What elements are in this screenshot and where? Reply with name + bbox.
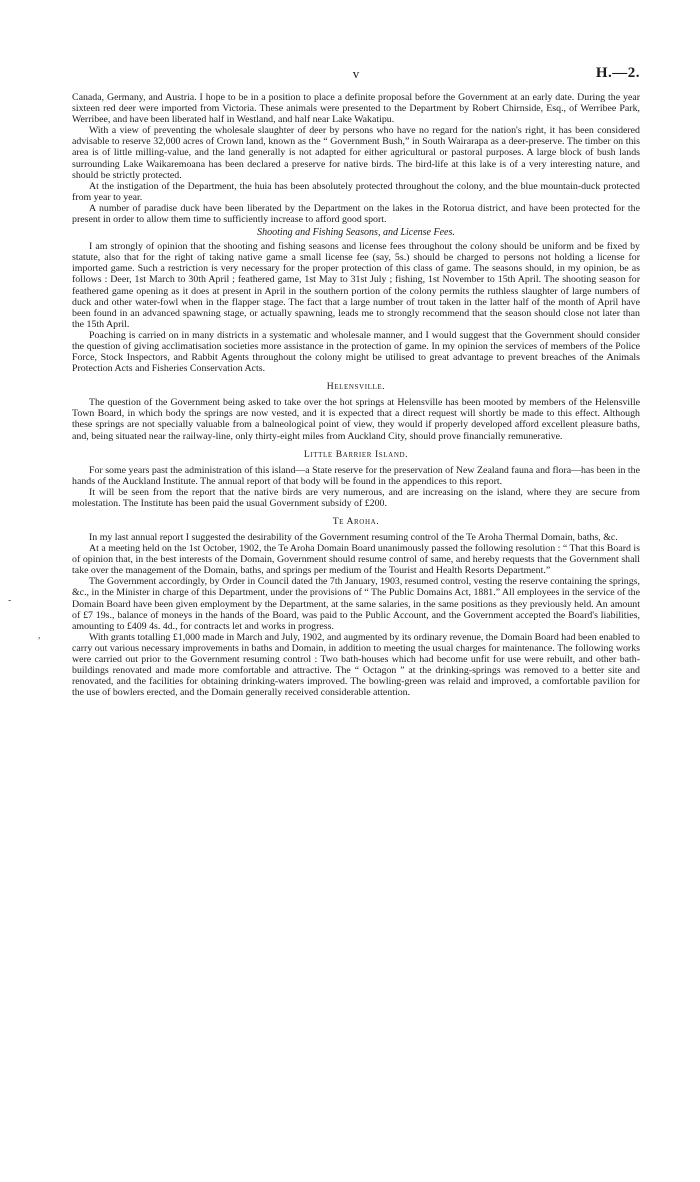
page-number: v (352, 66, 360, 81)
subheading-shooting-fishing: Shooting and Fishing Seasons, and License Fees. (257, 227, 455, 239)
paragraph: The Government accordingly, by Order in Council dated the 7th January, 1903, resumed control, vesting the reserve containing the springs, &c., in the Minister in charge of this Department, under the provisions of “ The Public Domains Act, 1881.” All employees in the service of the Domain Board have been given employment by the Department, at the same salaries, in the same positions as they previously held. An amount of £7 19s., balance of moneys in the hands of the Board, was paid to the Public Account, and the Government accepted the Board's liabilities, amounting to £409 4s. 4d., for contracts let and works in progress. (72, 576, 640, 632)
page-header (72, 66, 640, 86)
paragraph: With a view of preventing the wholesale slaughter of deer by persons who have no regard for the nation's right, it has been considered advisable to reserve 32,000 acres of Crown land, known as the “ Government Bush,” in South Wairarapa as a deer-preserve. The timber on this area is of little milling-value, and the land generally is not adapted for either agricultural or pastoral purposes. A large block of bush lands surrounding Lake Waikaremoana has been declared a preserve for native birds. The bird-life at this lake is of a very interesting nature, and should be strictly protected. (72, 125, 640, 181)
section-heading-te-aroha: Te Aroha. (332, 516, 380, 527)
paper-code: H.—2. (595, 65, 640, 81)
section-heading-little-barrier-island: Little Barrier Island. (303, 448, 409, 460)
margin-mark: - (8, 595, 12, 606)
paragraph: The question of the Government being asked to take over the hot springs at Helensville has been mooted by members of the Helensville Town Board, in which body the springs are now vested, and it is expected that a direct request will shortly be made to this effect. Although these springs are not specially valuable from a balneological point of view, they would if properly developed afford excellent pleasure baths, and, being situated near the railway-line, only thirty-eight miles from Auckland City, should prove financially remunerative. (72, 397, 640, 442)
document-page (72, 66, 640, 698)
paragraph: At the instigation of the Department, the huia has been absolutely protected throughout the colony, and the blue mountain-duck protected from year to year. (72, 180, 640, 203)
paragraph: At a meeting held on the 1st October, 1902, the Te Aroha Domain Board unanimously passed the following resolution : “ That this Board is of opinion that, in the best interests of the Domain, Government should resume control of same, and hereby requests that the Government shall take over the management of the Domain, baths, and springs per medium of the Tourist and Health Resorts Department.” (72, 543, 640, 577)
section-heading-helensville: Helensville. (326, 381, 386, 393)
margin-mark: , (38, 630, 41, 641)
paragraph: A number of paradise duck have been liberated by the Department on the lakes in the Rotorua district, and have been protected for the present in order to allow them time to sufficiently increase to afford good sport. (72, 202, 640, 226)
paragraph: I am strongly of opinion that the shooting and fishing seasons and license fees throughout the colony should be uniform and be fixed by statute, also that for the right of taking native game a small license fee (say, 5s.) should be charged to persons not holding a license for imported game. Such a restriction is very necessary for the proper protection of this class of game. The seasons should, in my opinion, be as follows : Deer, 1st March to 30th April ; feathered game, 1st May to 31st July ; fishing, 1st November to 15th April. The shooting season for feathered game opening as it does at present in April in the southern portion of the colony permits the ruthless slaughter of large numbers of duck and other water-fowl when in the flapper stage. The fact that a large number of trout taken in the latter half of the month of April have been found in an advanced spawning stage, or actually spawning, leads me to strongly recommend that the season should close not later than the 15th April. (72, 241, 640, 330)
paragraph: It will be seen from the report that the native birds are very numerous, and are increasing on the island, where they are secure from molestation. The Institute has been paid the usual Government subsidy of £200. (72, 486, 640, 509)
document-body (72, 92, 640, 698)
paragraph: Poaching is carried on in many districts in a systematic and wholesale manner, and I would suggest that the Government should consider the question of giving acclimatisation societies more assistance in the protection of game. In my opinion the services of members of the Police Force, Stock Inspectors, and Rabbit Agents throughout the colony might be utilised to great advantage to prevent breaches of the Animals Protection Acts and Fisheries Conservation Acts. (72, 329, 640, 375)
paragraph: Canada, Germany, and Austria. I hope to be in a position to place a definite proposal before the Government at an early date. During the year sixteen red deer were imported from Victoria. These animals were presented to the Department by Robert Chirnside, Esq., of Werribee Park, Werribee, and have been liberated half in Westland, and half near Lake Wakatipu. (72, 92, 640, 126)
paragraph: In my last annual report I suggested the desirability of the Government resuming control of the Te Aroha Thermal Domain, baths, &c. (89, 532, 618, 543)
paragraph: With grants totalling £1,000 made in March and July, 1902, and augmented by its ordinary revenue, the Domain Board had been enabled to carry out various necessary improvements in baths and Domain, in addition to meeting the usual charges for maintenance. The following works were carried out prior to the Government resuming control : Two bath-houses which had become unfit for use were rebuilt, and other bath-buildings renovated and made more comfortable and attractive. The “ Octagon ” at the drinking-springs was removed to a better site and renovated, and the facilities for obtaining drinking-waters improved. The bowling-green was relaid and improved, a comfortable pavilion for the use of bowlers erected, and the Domain generally received considerable attention. (72, 631, 640, 699)
paragraph: For some years past the administration of this island—a State reserve for the preservation of New Zealand fauna and flora—has been in the hands of the Auckland Institute. The annual report of that body will be found in the appendices to this report. (72, 464, 640, 487)
